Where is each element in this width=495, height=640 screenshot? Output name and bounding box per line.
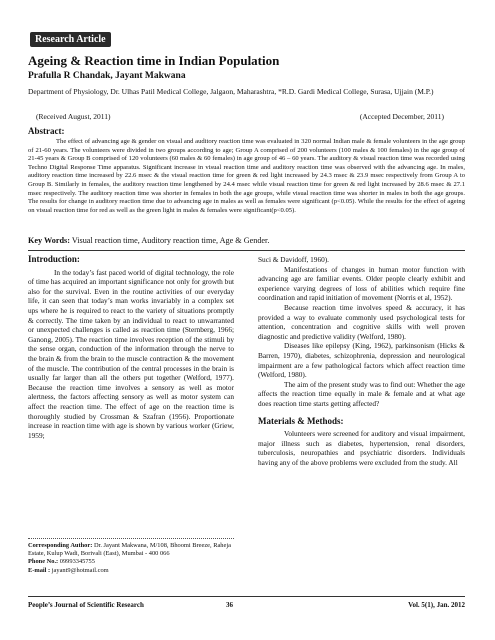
article-title: Ageing & Reaction time in Indian Population (28, 53, 280, 68)
email-label: E-mail : (28, 566, 51, 574)
page-footer (28, 601, 465, 609)
abstract-text: The effect of advancing age & gender on visual and auditory reaction time was evaluated in 320 normal Indian male & female volunteers in the age group of 21-60 years. The volunteers were divided in two groups according to age; Group A comprised of 200 volunteers (100 males & 100 females) in the age group of 21-45 years & Group B comprised of 120 volunteers (60 males & 60 females) in age group of 46 – 60 years. The auditory & visual reaction time was recorded using Techno Digital Response Time apparatus. Significant increase in visual reaction time and auditory reaction time was observed with the advancing age. In males, auditory reaction time increased by 22.6 msec & the visual reaction time for green & red light increased by 24.3 msec & 23.9 msec respectively from Group A to Group B. Similarly in females, the auditory reaction time lengthened by 24.4 msec while visual reaction time for green & red light increased by 28.6 msec & 27.1 msec respectively. The auditory reaction time was shorter in females in both the age groups, while visual reaction time was shorter in males in both the age groups. The results for change in auditory reaction time due to advancing age in males as well as females were significant (p<0.05). While the results for the effect of ageing on visual reaction time for red as well as the green light in males & females were significant(p<0.05). (28, 138, 465, 214)
affiliation: Department of Physiology, Dr. Ulhas Patil Medical College, Jalgaon, Maharashtra, *R.D. Gardi Medical College, Surasa, Ujjain (M.P.) (28, 87, 434, 96)
keywords (28, 236, 269, 245)
keywords-label: Key Words: (28, 236, 70, 245)
keywords-text: Visual reaction time, Auditory reaction time, Age & Gender. (69, 236, 270, 245)
introduction-heading: Introduction: (28, 254, 80, 264)
intro-paragraph: In the today’s fast paced world of digital technology, the role of time has acquired an important significance not only for growth but also for the survival. Even in the routine activities of our everyday life, it can seen that today’s man works invariably in a complex set ups where he is required to react to the variety of situations promptly & correctly. The time taken by an individual to react to unwarranted or unexpected challenges is called as reaction time (Sternberg, 1966; Ganong, 2005). The reaction time involves reception of the stimuli by the sense organ, conduction of the information through the nerve to the brain & from the brain to the muscle contraction & the movement of the muscle. The contribution of the central processes in the brain is usually far larger than all the others put together (Welford, 1977). Because the reaction time involves a sensory as well as motor alertness, the factors affecting sensory as well as motor system can affect the reaction time. The effect of age on the reaction time is thoroughly studied by Crossman & Szafran (1956). Proportionate increase in reaction time with age is shown by various worker (Griew, 1959; (28, 267, 234, 440)
corr-label: Corresponding Author: (28, 542, 93, 549)
accepted-date: (Accepted December, 2011) (359, 112, 444, 121)
phone-number: 09993345755 (58, 558, 95, 566)
footer-volume: Vol. 5(1), Jan. 2012 (408, 601, 465, 609)
email-address: jayant9@hotmail.com (50, 566, 109, 574)
right-paragraph-continued: Suci & Davidoff, 1960). (258, 255, 330, 264)
right-paragraph-2: Because reaction time involves speed & accuracy, it has provided a way to evaluate commonly used psychological tests for attention, concentration and cognitive skills with well proven diagnostic and predictive validity (Welford, 1980). (258, 302, 465, 341)
footer-divider (28, 596, 465, 597)
abstract-body (28, 138, 465, 215)
right-paragraph-3: Diseases like epilepsy (King, 1962), parkinsonism (Hicks & Barren, 1970), diabetes, schizophrenia, depression and neurological impairment are a few pathological factors which affect reaction time (Welford, 1980). (258, 341, 465, 380)
left-column (28, 255, 234, 440)
page-number: 36 (226, 601, 233, 609)
dates-row (36, 112, 444, 121)
article-type-badge: Research Article (30, 32, 111, 47)
methods-paragraph: Volunteers were screened for auditory and visual impairment, major illness such as diabetes, hypertension, renal disorders, tuberculosis, neuropathies and psychiatric disorders. Individuals having any of the above problems were excluded from the study. All (258, 429, 465, 467)
abstract-heading: Abstract: (28, 126, 65, 136)
right-paragraph-4: The aim of the present study was to find out: Whether the age affects the reaction time equally in male & female and at what age does reaction time starts getting affected? (258, 379, 465, 408)
corr-address: Dr. Jayant Makwana, M/108, Bhoomi Breeze, Raheja Estate, Kulup Wadi, Borivali (East), Mumbai - 400 066 (28, 542, 231, 558)
methods-heading: Materials & Methods: (258, 415, 344, 426)
footnote-divider (28, 538, 234, 539)
received-date: (Received August, 2011) (36, 112, 111, 121)
corresponding-author (28, 542, 234, 575)
right-paragraph-1: Manifestations of changes in human motor function with advancing age are familiar events. Older people clearly exhibit and experience varying degrees of loss of abilities which require fine coordination and rapid initiation of movement (Norris et al, 1952). (258, 264, 465, 303)
phone-label: Phone No.: (28, 558, 59, 566)
section-divider (28, 250, 465, 251)
footer-journal: People’s Journal of Scientific Research (28, 601, 144, 609)
right-column (258, 255, 465, 467)
authors: Prafulla R Chandak, Jayant Makwana (28, 71, 186, 81)
